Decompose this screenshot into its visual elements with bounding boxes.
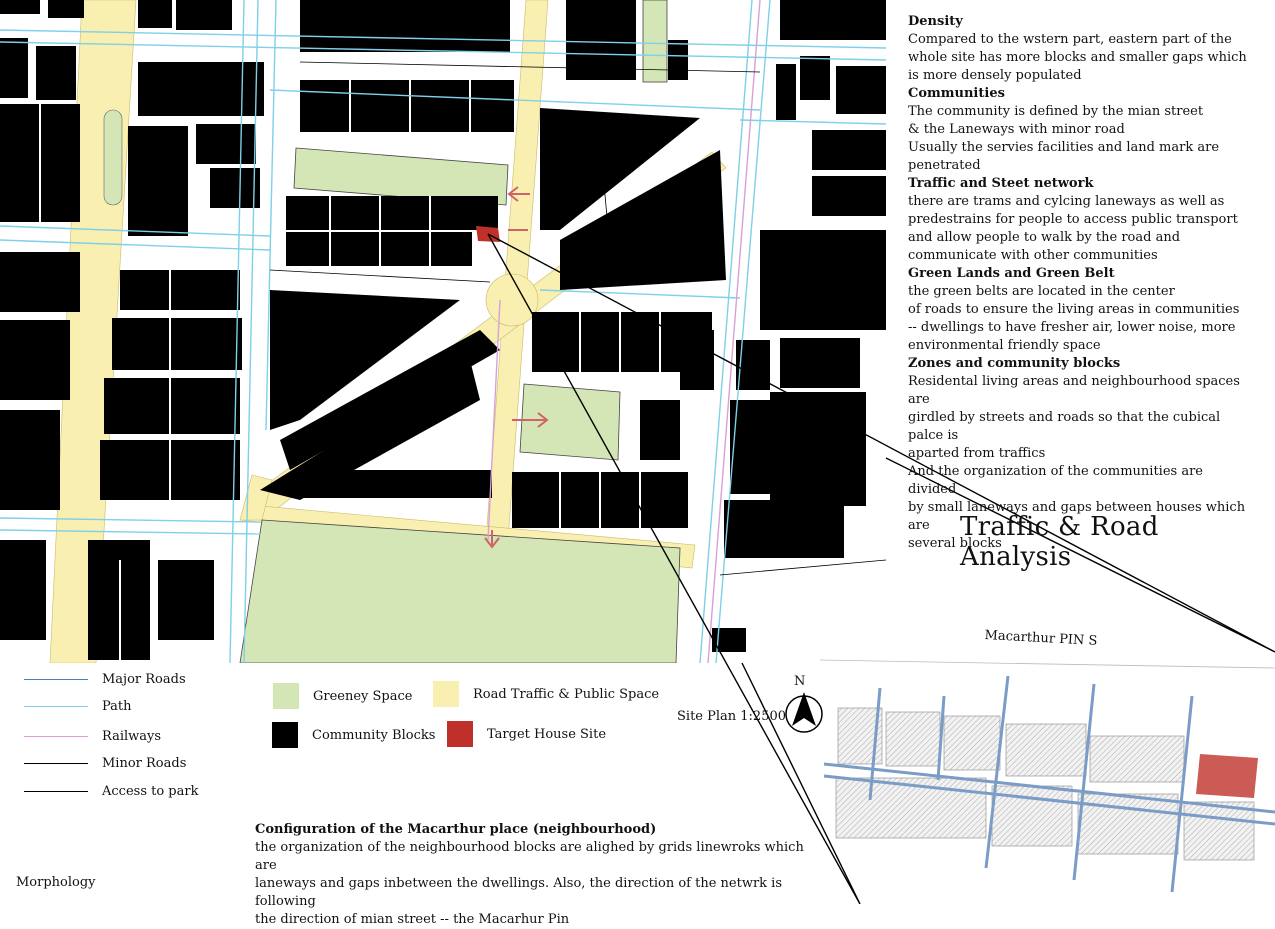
configuration-body: the organization of the neighbourhood blocks are alighed by grids linewroks which are laneways and gaps inbetween the dwellings. Also, the direction of the netwrk is following the direction of mian street -- the Macarhur Pin xyxy=(255,840,804,927)
north-label: N xyxy=(794,674,806,689)
analysis-paragraph: the green belts are located in the center of roads to ensure the living areas in communities -- dwellings to have fresher air, lower noise, more environmental friendly space xyxy=(908,284,1240,353)
legend-access-to-park-swatch xyxy=(24,791,88,792)
legend-community-blocks-label: Community Blocks xyxy=(312,727,436,743)
legend-path-swatch xyxy=(24,706,88,707)
legend-path xyxy=(24,699,132,714)
analysis-heading: Green Lands and Green Belt xyxy=(908,266,1115,281)
analysis-heading: Traffic and Steet network xyxy=(908,176,1094,191)
configuration-heading: Configuration of the Macarthur place (neighbourhood) xyxy=(255,822,657,837)
legend-greenery-label: Greeney Space xyxy=(313,688,413,704)
legend-target-house xyxy=(447,721,606,747)
legend-target-house-label: Target House Site xyxy=(487,726,607,742)
legend-greenery-swatch xyxy=(273,683,299,709)
inset-target-house xyxy=(1196,754,1258,798)
legend-path-label: Path xyxy=(102,699,132,714)
analysis-heading: Communities xyxy=(908,86,1005,101)
legend-minor-roads-label: Minor Roads xyxy=(102,756,187,771)
legend-railways-swatch xyxy=(24,736,88,737)
map-area xyxy=(0,0,886,663)
legend-access-to-park-label: Access to park xyxy=(102,784,199,799)
legend-railways-label: Railways xyxy=(102,729,162,744)
analysis-paragraph: Compared to the wstern part, eastern part of the whole site has more blocks and smaller gaps which is more densely populated xyxy=(908,32,1247,83)
site-plan-scale: Site Plan 1:2500 xyxy=(677,709,787,724)
legend-community-blocks xyxy=(272,722,435,748)
analysis-paragraph: Residental living areas and neighbourhood spaces are girdled by streets and roads so that the cubical palce is aparted from traffics And the organization of the communities are divided by small laneways and gaps between houses which are several blocks xyxy=(908,374,1246,551)
legend-road-public xyxy=(433,681,659,707)
legend-road-public-swatch xyxy=(433,681,459,707)
legend-major-roads xyxy=(24,672,186,687)
legend-minor-roads-swatch xyxy=(24,763,88,764)
legend-major-roads-swatch xyxy=(24,679,88,680)
legend-railways xyxy=(24,729,161,744)
analysis-paragraph: The community is defined by the mian street & the Laneways with minor road Usually the servies facilities and land mark are penetrated xyxy=(908,104,1220,173)
legend-community-blocks-swatch xyxy=(272,722,298,748)
inset-street-label: Macarthur PIN S xyxy=(984,628,1098,649)
page-title: Traffic & Road Analysis xyxy=(960,512,1159,572)
legend-road-public-label: Road Traffic & Public Space xyxy=(473,686,660,702)
legend-major-roads-label: Major Roads xyxy=(102,672,186,687)
legend-target-house-swatch xyxy=(447,721,473,747)
median-green xyxy=(104,110,122,205)
analysis-notes xyxy=(908,13,1253,553)
analysis-heading: Zones and community blocks xyxy=(908,356,1121,371)
legend-minor-roads xyxy=(24,756,186,771)
legend-access-to-park xyxy=(24,784,198,799)
analysis-heading: Density xyxy=(908,14,963,29)
footer-label: Morphology xyxy=(16,875,96,890)
configuration-text xyxy=(255,821,815,929)
legend-greenery xyxy=(273,683,412,709)
analysis-paragraph: there are trams and cylcing laneways as well as predestrains for people to access public transport and allow people to walk by the road and communicate with other communities xyxy=(908,194,1238,263)
